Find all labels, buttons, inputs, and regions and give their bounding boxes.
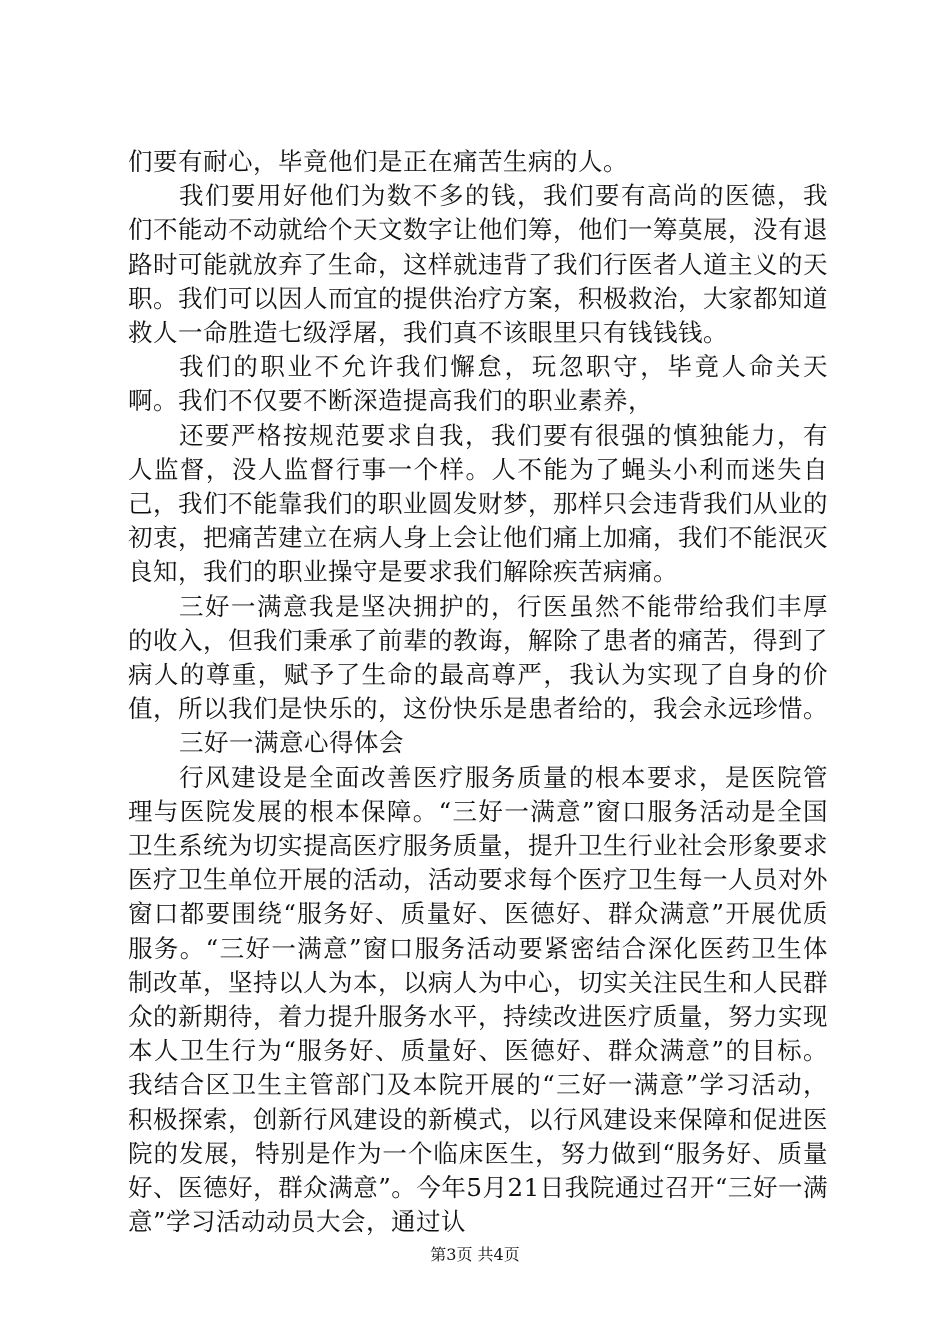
paragraph-professional-duty: 我们的职业不允许我们懈怠，玩忽职守，毕竟人命关天啊。我们不仅要不断深造提高我们的职业素养， [128,352,828,416]
document-body [128,145,828,1240]
paragraph-conduct-building: 行风建设是全面改善医疗服务质量的根本要求，是医院管理与医院发展的根本保障。“三好一满意”窗口服务活动是全国卫生系统为切实提高医疗服务质量，提升卫生行业社会形象要求医疗卫生单位开展的活动，活动要求每个医疗卫生每一人员对外窗口都要围绕“服务好、质量好、医德好、群众满意”开展优质服务。“三好一满意”窗口服务活动要紧密结合深化医药卫生体制改革，坚持以人为本，以病人为中心，切实关注民生和人民群众的新期待，着力提升服务水平，持续改进医疗质量，努力实现本人卫生行为“服务好、质量好、医德好、群众满意”的目标。我结合区卫生主管部门及本院开展的“三好一满意”学习活动，积极探索，创新行风建设的新模式，以行风建设来保障和促进医院的发展，特别是作为一个临床医生，努力做到“服务好、质量好、医德好，群众满意”。今年5月21日我院通过召开“三好一满意”学习活动动员大会，通过认 [128,762,828,1237]
section-heading: 三好一满意心得体会 [179,728,404,758]
paragraph-self-discipline: 还要严格按规范要求自我，我们要有很强的慎独能力，有人监督，没人监督行事一个样。人不能为了蝇头小利而迷失自己，我们不能靠我们的职业圆发财梦，那样只会违背我们从业的初衷，把痛苦建立在病人身上会让他们痛上加痛，我们不能泯灭良知，我们的职业操守是要求我们解除疾苦病痛。 [128,420,828,587]
page-footer: 第3页 共4页 [430,1245,520,1264]
paragraph-medical-ethics: 我们要用好他们为数不多的钱，我们要有高尚的医德，我们不能动不动就给个天文数字让他们筹，他们一筹莫展，没有退路时可能就放弃了生命，这样就违背了我们行医者人道主义的天职。我们可以因人而宜的提供治疗方案，积极救治，大家都知道救人一命胜造七级浮屠，我们真不该眼里只有钱钱钱。 [128,181,828,348]
paragraph-three-good-support: 三好一满意我是坚决拥护的，行医虽然不能带给我们丰厚的收入，但我们秉承了前辈的教诲，解除了患者的痛苦，得到了病人的尊重，赋予了生命的最高尊严，我认为实现了自身的价值，所以我们是快乐的，这份快乐是患者给的，我会永远珍惜。 [128,591,828,724]
paragraph-continuation: 们要有耐心，毕竟他们是正在痛苦生病的人。 [128,147,628,176]
